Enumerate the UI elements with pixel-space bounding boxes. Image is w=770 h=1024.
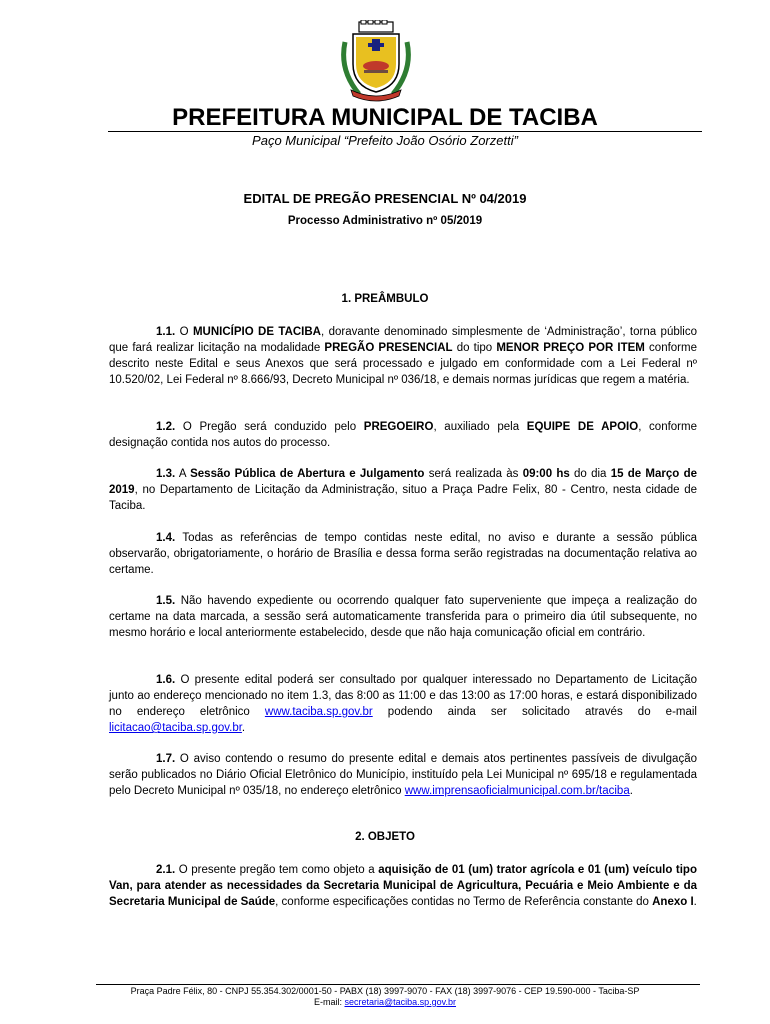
- item-number: 1.6.: [156, 674, 176, 686]
- paragraph-1-3: 1.3. A Sessão Pública de Abertura e Julgamento será realizada às 09:00 hs do dia 15 de Março de 2019, no Departamento de Licitação da Administração, situo a Praça Padre Felix, 80 - Centro, nesta cidade de Taciba.: [109, 468, 697, 512]
- item-number: 1.3.: [156, 468, 176, 480]
- header-divider: [108, 131, 702, 132]
- page-title: PREFEITURA MUNICIPAL DE TACIBA: [172, 104, 598, 131]
- paragraph-1-4: 1.4. Todas as referências de tempo contidas neste edital, no aviso e durante a sessão pública observarão, obrigatoriamente, o horário de Brasília e dessa forma serão registradas na documentação relativa ao certame.: [109, 532, 697, 576]
- footer-email-link[interactable]: secretaria@taciba.sp.gov.br: [344, 997, 457, 1007]
- email-link[interactable]: licitacao@taciba.sp.gov.br: [109, 722, 242, 734]
- item-number: 1.1.: [156, 326, 176, 338]
- paragraph-1-7: 1.7. O aviso contendo o resumo do presente edital e demais atos pertinentes passíveis de divulgação serão publicados no Diário Oficial Eletrônico do Município, instituído pela Lei Municipal nº 695/18 e regulamentada pelo Decreto Municipal nº 035/18, no endereço eletrônico www.imprensaoficialmunicipal.com.br/taciba.: [109, 753, 697, 797]
- item-number: 2.1.: [156, 864, 176, 876]
- item-number: 1.2.: [156, 421, 176, 433]
- paragraph-2-1: 2.1. O presente pregão tem como objeto a aquisição de 01 (um) trator agrícola e 01 (um) veículo tipo Van, para atender as necessidades da Secretaria Municipal de Agricultura, Pecuária e Meio Ambiente e da Secretaria Municipal de Saúde, conforme especificações contidas no Termo de Referência constante do Anexo I.: [109, 864, 697, 908]
- item-number: 1.5.: [156, 595, 176, 607]
- page-subtitle: Paço Municipal “Prefeito João Osório Zorzetti”: [252, 133, 518, 148]
- imprensa-oficial-link[interactable]: www.imprensaoficialmunicipal.com.br/taciba: [404, 785, 630, 797]
- section-heading-objeto: 2. OBJETO: [355, 831, 415, 843]
- item-number: 1.7.: [156, 753, 176, 765]
- paragraph-1-1: 1.1. O MUNICÍPIO DE TACIBA, doravante denominado simplesmente de ‘Administração’, torna público que fará realizar licitação na modalidade PREGÃO PRESENCIAL do tipo MENOR PREÇO POR ITEM conforme descrito neste Edital e seus Anexos que será processado e julgado em conformidade com a Lei Federal nº 10.520/02, Lei Federal nº 8.666/93, Decreto Municipal nº 036/18, e demais normas jurídicas que regem a matéria.: [109, 326, 697, 386]
- section-heading-preambulo: 1. PREÂMBULO: [341, 293, 429, 305]
- paragraph-1-2: 1.2. O Pregão será conduzido pelo PREGOEIRO, auxiliado pela EQUIPE DE APOIO, conforme designação contida nos autos do processo.: [109, 421, 697, 449]
- edital-title: EDITAL DE PREGÃO PRESENCIAL Nº 04/2019: [243, 191, 527, 206]
- footer-address: Praça Padre Félix, 80 - CNPJ 55.354.302/0001-50 - PABX (18) 3997-9070 - FAX (18) 3997-9076 - CEP 19.590-000 - Taciba-SP: [130, 986, 640, 996]
- processo-number: Processo Administrativo nº 05/2019: [287, 215, 483, 227]
- footer-email: E-mail: secretaria@taciba.sp.gov.br: [313, 997, 457, 1007]
- footer-divider: [96, 984, 700, 985]
- municipal-crest-icon: [337, 20, 415, 102]
- paragraph-1-6: 1.6. O presente edital poderá ser consultado por qualquer interessado no Departamento de Licitação junto ao endereço mencionado no item 1.3, das 8:00 as 11:00 e das 13:00 as 17:00 horas, e estará disponibilizado no endereço eletrônico www.taciba.sp.gov.br podendo ainda ser solicitado através do e-mail licitacao@taciba.sp.gov.br.: [109, 674, 697, 734]
- website-link[interactable]: www.taciba.sp.gov.br: [264, 706, 373, 718]
- item-number: 1.4.: [156, 532, 176, 544]
- paragraph-1-5: 1.5. Não havendo expediente ou ocorrendo qualquer fato superveniente que impeça a realização do certame na data marcada, a sessão será automaticamente transferida para o primeiro dia útil subsequente, no mesmo horário e local anteriormente estabelecido, desde que não haja comunicação oficial em contrário.: [109, 595, 697, 639]
